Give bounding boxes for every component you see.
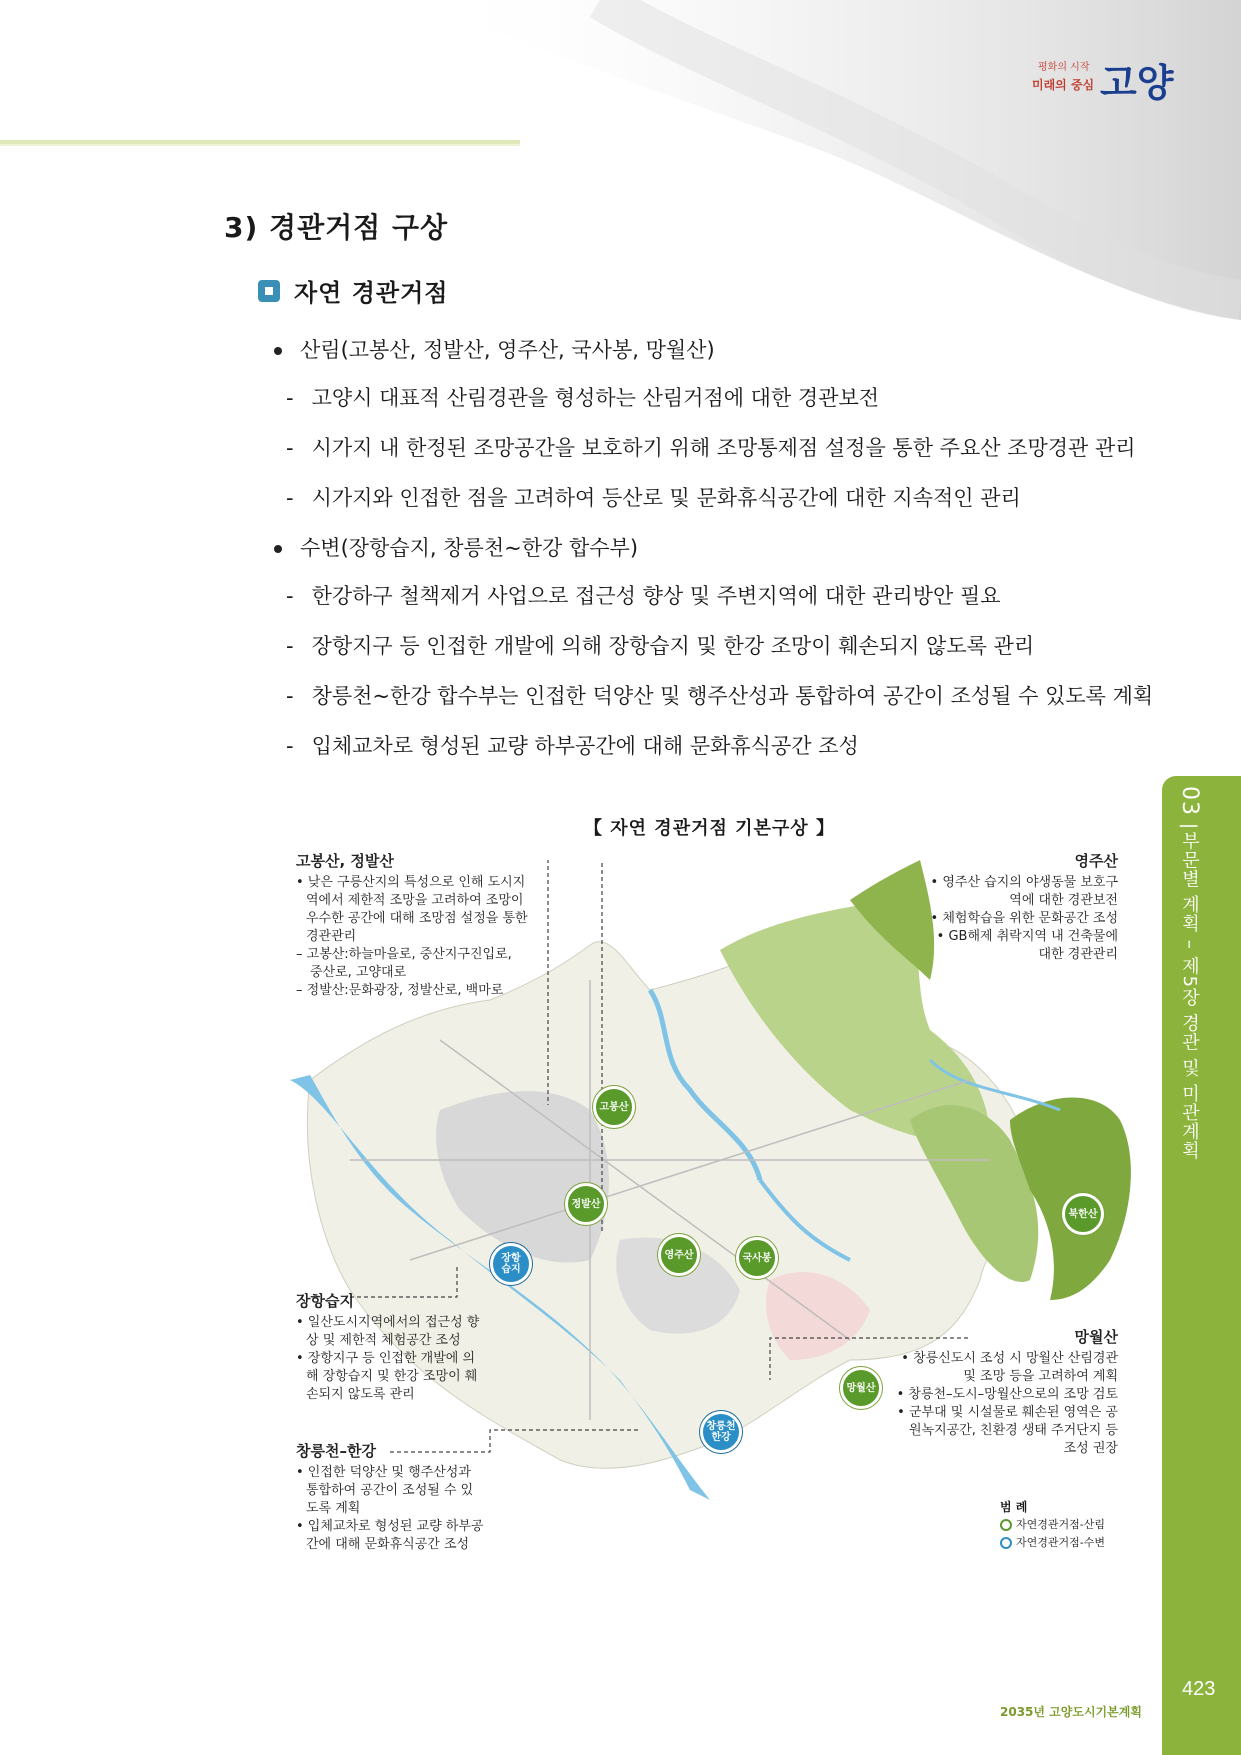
- logo-slogan-2: 미래의 중심: [1032, 78, 1095, 92]
- circle-icon: [1000, 1537, 1012, 1549]
- map-legend: [1000, 1498, 1105, 1552]
- list-item-text: 창릉천~한강 합수부는 인접한 덕양산 및 행주산성과 통합하여 공간이 조성될 수 있도록 계획: [311, 684, 1154, 708]
- annotation-line: • 입체교차로 형성된 교량 하부공: [296, 1519, 484, 1534]
- marker-label: 한강: [711, 1432, 731, 1443]
- annotation-line: – 고봉산:하늘마을로, 중산지구진입로,: [296, 947, 512, 962]
- marker-guksabong: 국사봉: [736, 1237, 778, 1279]
- legend-label: 자연경관거점-수변: [1016, 1536, 1105, 1549]
- annotation-gobong-jeongbal: [296, 852, 566, 1000]
- marker-bukhansan: 북한산: [1062, 1193, 1104, 1235]
- annotation-line: • 창릉신도시 조성 시 망월산 산림경관: [901, 1351, 1118, 1366]
- bullet-dot-icon: [274, 545, 282, 553]
- marker-changneungcheon-han: [700, 1411, 742, 1453]
- legend-item-forest: [1000, 1516, 1105, 1534]
- logo-slogan-1: 평화의 시작: [1038, 62, 1090, 73]
- section-heading: 3) 경관거점 구상: [224, 211, 449, 244]
- annotation-line: 대한 경관관리: [1038, 947, 1118, 962]
- list-item: - 시가지와 인접한 점을 고려하여 등산로 및 문화휴식공간에 대한 지속적인 관리: [286, 486, 1021, 510]
- annotation-line: • GB해제 취락지역 내 건축물에: [936, 929, 1118, 944]
- annotation-title: 고봉산, 정발산: [296, 852, 394, 870]
- annotation-line: 해 장항습지 및 한강 조망이 훼: [306, 1369, 478, 1384]
- legend-title: 범 례: [1000, 1500, 1028, 1514]
- bullet-forest: [274, 334, 715, 364]
- annotation-mangwolsan: [878, 1328, 1118, 1458]
- marker-gobongsan: 고봉산: [593, 1086, 635, 1128]
- marker-yeongjusan: 영주산: [658, 1234, 700, 1276]
- list-item: - 창릉천~한강 합수부는 인접한 덕양산 및 행주산성과 통합하여 공간이 조성될 수 있도록 계획: [286, 684, 1154, 708]
- annotation-line: • 창릉천–도시–망월산으로의 조망 검토: [896, 1387, 1118, 1402]
- annotation-line: 통합하여 공간이 조성될 수 있: [306, 1483, 474, 1498]
- logo-brand: 고양: [1100, 61, 1174, 105]
- bullet-text: 산림(고봉산, 정발산, 영주산, 국사봉, 망월산): [300, 338, 715, 362]
- annotation-yeongjusan: [880, 852, 1118, 964]
- list-item-text: 장항지구 등 인접한 개발에 의해 장항습지 및 한강 조망이 훼손되지 않도록 관리: [311, 634, 1035, 658]
- annotation-line: • 일산도시지역에서의 접근성 향: [296, 1315, 480, 1330]
- annotation-changneungcheon-han: [296, 1442, 516, 1554]
- list-item: - 장항지구 등 인접한 개발에 의해 장항습지 및 한강 조망이 훼손되지 않도록 관리: [286, 634, 1035, 658]
- list-item: - 한강하구 철책제거 사업으로 접근성 향상 및 주변지역에 대한 관리방안 필요: [286, 584, 1001, 608]
- annotation-line: 원녹지공간, 친환경 생태 주거단지 등: [908, 1423, 1118, 1438]
- annotation-line: 및 조망 등을 고려하여 계획: [963, 1369, 1118, 1384]
- annotation-title: 망월산: [1074, 1328, 1118, 1346]
- annotation-line: • 장항지구 등 인접한 개발에 의: [296, 1351, 476, 1366]
- list-item-text: 고양시 대표적 산림경관을 형성하는 산림거점에 대한 경관보전: [311, 386, 880, 410]
- bullet-dot-icon: [274, 347, 282, 355]
- footer-document-title: 2035년 고양도시기본계획: [1000, 1705, 1142, 1719]
- annotation-line: 우수한 공간에 대해 조망점 설정을 통한: [306, 911, 528, 926]
- annotation-line: 간에 대해 문화휴식공간 조성: [306, 1537, 470, 1552]
- subsection-heading: [258, 273, 448, 308]
- chapter-sidebar-text: 03 | 부문별 계획 – 제5장 경관 및 미관계획: [1177, 786, 1202, 1161]
- annotation-line: • 체험학습을 위한 문화공간 조성: [930, 911, 1118, 926]
- list-item: - 입체교차로 형성된 교량 하부공간에 대해 문화휴식공간 조성: [286, 734, 859, 758]
- list-item-text: 시가지와 인접한 점을 고려하여 등산로 및 문화휴식공간에 대한 지속적인 관리: [311, 486, 1021, 510]
- page-number: 423: [1182, 1678, 1216, 1700]
- annotation-title: 영주산: [1074, 852, 1118, 870]
- annotation-janghang-wetland: [296, 1292, 516, 1404]
- annotation-line: 중산로, 고양대로: [310, 965, 407, 980]
- annotation-line: • 인접한 덕양산 및 행주산성과: [296, 1465, 471, 1480]
- list-item: - 시가지 내 한정된 조망공간을 보호하기 위해 조망통제점 설정을 통한 주요산 조망경관 관리: [286, 436, 1136, 460]
- annotation-line: • 군부대 및 시설물로 훼손된 영역은 공: [897, 1405, 1118, 1420]
- annotation-line: 조성 권장: [1063, 1441, 1118, 1456]
- square-bullet-icon: [258, 280, 280, 302]
- annotation-line: • 낮은 구릉산지의 특성으로 인해 도시지: [296, 875, 526, 890]
- annotation-line: – 정발산:문화광장, 정발산로, 백마로: [296, 983, 504, 998]
- list-item: - 고양시 대표적 산림경관을 형성하는 산림거점에 대한 경관보전: [286, 386, 880, 410]
- legend-item-water: [1000, 1534, 1105, 1552]
- marker-label: 창릉천: [706, 1421, 736, 1432]
- annotation-line: 역에 대한 경관보전: [1009, 893, 1118, 908]
- list-item-text: 입체교차로 형성된 교량 하부공간에 대해 문화휴식공간 조성: [311, 734, 859, 758]
- list-item-text: 시가지 내 한정된 조망공간을 보호하기 위해 조망통제점 설정을 통한 주요산 조망경관 관리: [311, 436, 1136, 460]
- annotation-title: 창릉천–한강: [296, 1442, 376, 1460]
- marker-jeongbalsan: 정발산: [565, 1183, 607, 1225]
- marker-janghang-wetland: [490, 1243, 532, 1285]
- figure-title: 【 자연 경관거점 기본구상 】: [584, 818, 835, 839]
- circle-icon: [1000, 1519, 1012, 1531]
- marker-label: 습지: [501, 1264, 521, 1275]
- bullet-text: 수변(장항습지, 창릉천~한강 합수부): [300, 536, 639, 560]
- goyang-logo: [1030, 38, 1180, 118]
- chapter-number: 03: [1177, 786, 1202, 816]
- annotation-line: 손되지 않도록 관리: [306, 1387, 415, 1402]
- annotation-line: 경관관리: [306, 929, 357, 944]
- subsection-title: 자연 경관거점: [294, 279, 449, 307]
- legend-label: 자연경관거점-산림: [1016, 1518, 1105, 1531]
- annotation-line: • 영주산 습지의 야생동물 보호구: [930, 875, 1118, 890]
- marker-label: 장항: [501, 1253, 521, 1264]
- chapter-title: 부문별 계획 – 제5장 경관 및 미관계획: [1179, 831, 1200, 1161]
- annotation-title: 장항습지: [296, 1292, 354, 1310]
- list-item-text: 한강하구 철책제거 사업으로 접근성 향상 및 주변지역에 대한 관리방안 필요: [311, 584, 1001, 608]
- annotation-line: 도록 계획: [306, 1501, 361, 1516]
- bullet-waterfront: [274, 532, 638, 562]
- marker-mangwolsan: 망월산: [840, 1367, 882, 1409]
- annotation-line: 역에서 제한적 조망을 고려하여 조망이: [306, 893, 524, 908]
- annotation-line: 상 및 제한적 체험공간 조성: [306, 1333, 461, 1348]
